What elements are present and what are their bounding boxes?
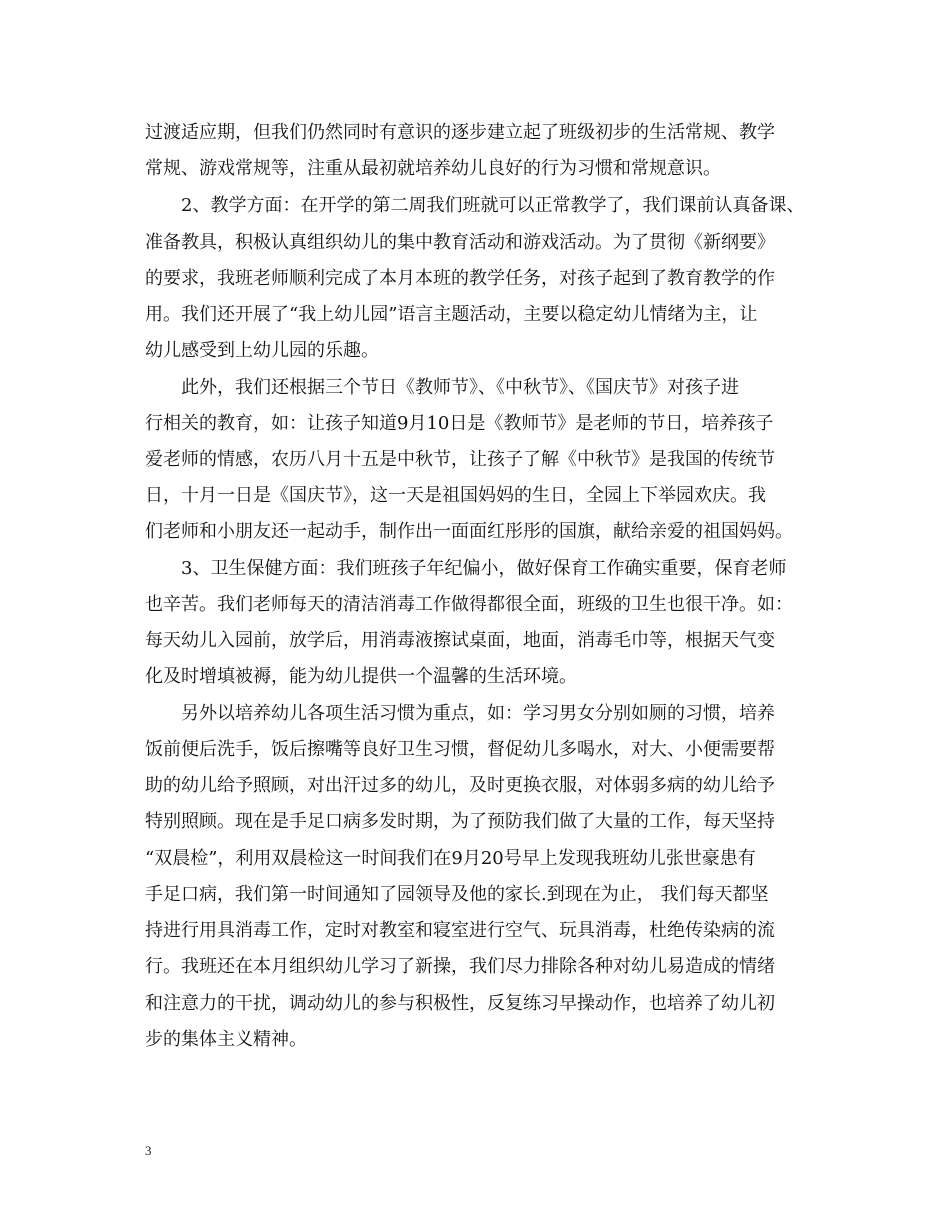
text-line: 每天幼儿入园前，放学后，用消毒液擦试桌面，地面，消毒毛巾等，根据天气变 [145, 630, 775, 651]
text-line: 另外以培养幼儿各项生活习惯为重点，如：学习男女分别如厕的习惯，培养 [145, 703, 775, 724]
text-line: 的要求，我班老师顺利完成了本月本班的教学任务，对孩子起到了教育教学的作 [145, 268, 775, 289]
text-line: 日，十月一日是《国庆节》，这一天是祖国妈妈的生日，全园上下举园欢庆。我 [145, 485, 766, 506]
text-line: 常规、游戏常规等，注重从最初就培养幼儿良好的行为习惯和常规意识。 [145, 158, 721, 179]
text-line: 用。我们还开展了“我上幼儿园”语言主题活动，主要以稳定幼儿情绪为主，让 [145, 304, 758, 325]
text-line: 2、教学方面：在开学的第二周我们班就可以正常教学了，我们课前认真备课、 [145, 195, 805, 216]
text-line: 步的集体主义精神。 [145, 1029, 307, 1050]
text-line: 饭前便后洗手，饭后擦嘴等良好卫生习惯，督促幼儿多喝水，对大、小便需要帮 [145, 739, 775, 760]
text-line: 准备教具，积极认真组织幼儿的集中教育活动和游戏活动。为了贯彻《新纲要》 [145, 232, 775, 253]
text-line: 手足口病，我们第一时间通知了园领导及他的家长.到现在为止， 我们每天都坚 [145, 884, 769, 905]
text-line: 特别照顾。现在是手足口病多发时期，为了预防我们做了大量的工作，每天坚持 [145, 811, 775, 832]
page-number: 3 [145, 1143, 152, 1158]
text-line: 3、卫生保健方面：我们班孩子年纪偏小，做好保育工作确实重要，保育老师 [145, 558, 787, 579]
text-line: 爱老师的情感，农历八月十五是中秋节，让孩子了解《中秋节》是我国的传统节 [145, 449, 775, 470]
text-line: 过渡适应期，但我们仍然同时有意识的逐步建立起了班级初步的生活常规、教学 [145, 122, 775, 143]
text-line: 和注意力的干扰，调动幼儿的参与积极性，反复练习早操动作，也培养了幼儿初 [145, 993, 775, 1014]
text-line: 行。我班还在本月组织幼儿学习了新操，我们尽力排除各种对幼儿易造成的情绪 [145, 956, 775, 977]
text-line: 助的幼儿给予照顾，对出汗过多的幼儿，及时更换衣服，对体弱多病的幼儿给予 [145, 775, 775, 796]
text-line: 们老师和小朋友还一起动手，制作出一面面红彤彤的国旗，献给亲爱的祖国妈妈。 [145, 521, 793, 542]
text-line: 幼儿感受到上幼儿园的乐趣。 [145, 340, 379, 361]
text-line: 也辛苦。我们老师每天的清洁消毒工作做得都很全面，班级的卫生也很干净。如： [145, 594, 793, 615]
text-line: “双晨检”，利用双晨检这一时间我们在9月20号早上发现我班幼儿张世豪患有 [145, 848, 756, 869]
text-line: 此外，我们还根据三个节日《教师节》、《中秋节》、《国庆节》对孩子进 [145, 377, 739, 398]
text-line: 化及时增填被褥，能为幼儿提供一个温馨的生活环境。 [145, 666, 577, 687]
text-line: 持进行用具消毒工作，定时对教室和寝室进行空气、玩具消毒，杜绝传染病的流 [145, 920, 775, 941]
text-line: 行相关的教育，如：让孩子知道9月10日是《教师节》是老师的节日，培养孩子 [145, 413, 774, 434]
